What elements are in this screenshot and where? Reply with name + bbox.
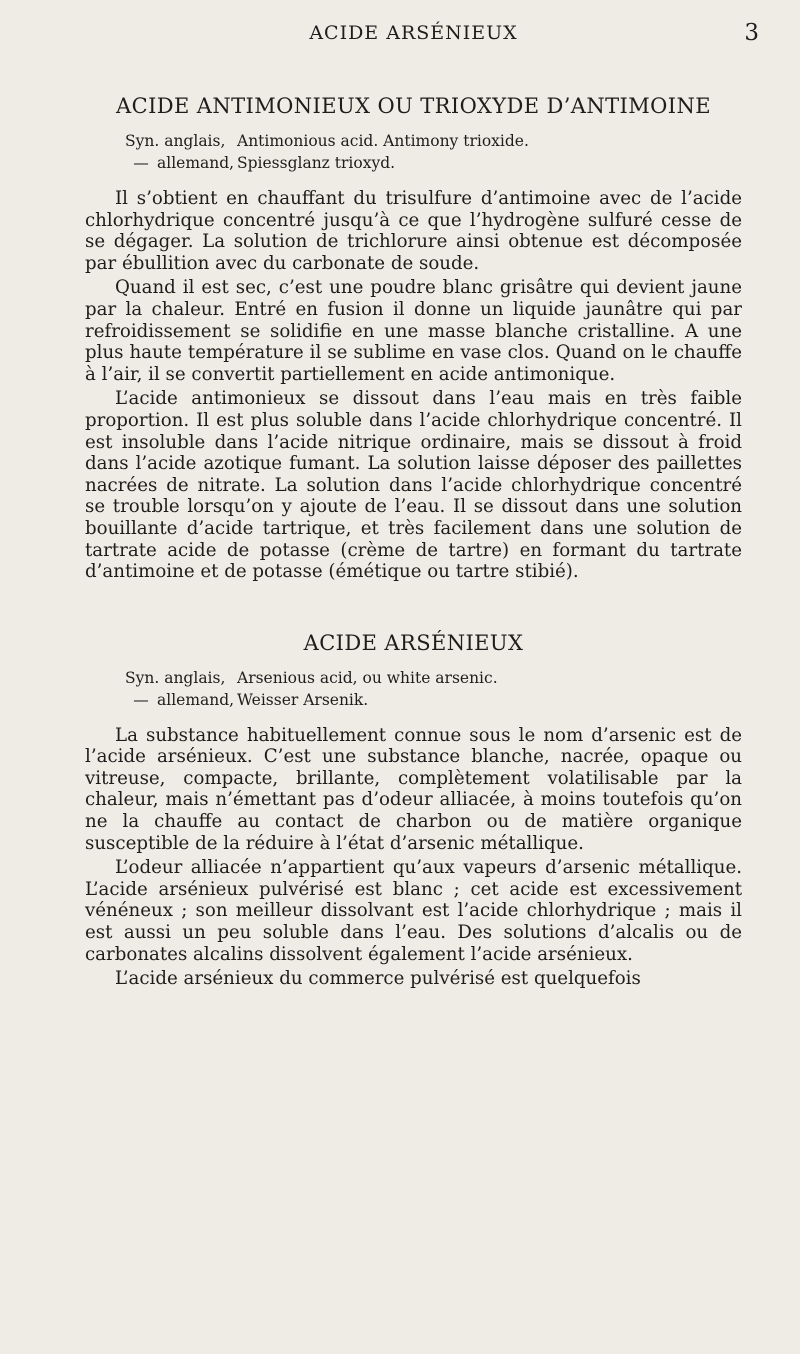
page-number: 3 <box>744 20 760 46</box>
synonym-line-english <box>125 667 742 689</box>
paragraph: L’odeur alliacée n’appartient qu’aux vapeurs d’arsenic métallique. L’acide arsénieux pulvérisé est blanc ; cet acide est excessivement vénéneux ; son meilleur dissolvant est l’acide chlorhydrique ; mais il est aussi un peu soluble dans l’eau. Des solutions d’alcalis ou de carbonates alcalins dissolvent également l’acide arsénieux. <box>85 857 742 965</box>
synonym-label: allemand, <box>157 154 235 172</box>
paragraph: Il s’obtient en chauffant du trisulfure d’antimoine avec de l’acide chlorhydrique concentré jusqu’à ce que l’hydrogène sulfuré cesse de se dégager. La solution de trichlorure ainsi obtenue est décomposée par ébullition avec du carbonate de soude. <box>85 188 742 274</box>
synonym-dash: — <box>133 154 149 172</box>
section-body-antimonieux <box>85 188 742 583</box>
synonym-label: Syn. anglais, <box>125 668 226 687</box>
section-body-arsenieux <box>85 725 742 990</box>
synonym-value: Antimonious acid. Antimony trioxide. <box>237 132 529 150</box>
section-title-antimonieux: ACIDE ANTIMONIEUX OU TRIOXYDE D’ANTIMOINE <box>116 94 711 118</box>
paragraph: L’acide antimonieux se dissout dans l’eau mais en très faible proportion. Il est plus soluble dans l’acide chlorhydrique concentré. Il est insoluble dans l’acide nitrique ordinaire, mais se dissout à froid dans l’acide azotique fumant. La solution laisse déposer des paillettes nacrées de nitrate. La solution dans l’acide chlorhydrique concentré se trouble lorsqu’on y ajoute de l’eau. Il se dissout dans une solution bouillante d’acide tartrique, et très facilement dans une solution de tartrate acide de potasse (crème de tartre) en formant du tartrate d’antimoine et de potasse (émétique ou tartre stibié). <box>85 388 742 583</box>
paragraph: Quand il est sec, c’est une poudre blanc grisâtre qui devient jaune par la chaleur. Entré en fusion il donne un liquide jaunâtre qui par refroidissement se solidifie en une masse blanche cristalline. A une plus haute température il se sublime en vase clos. Quand on le chauffe à l’air, il se convertit partiellement en acide antimonique. <box>85 277 742 385</box>
paragraph: La substance habituellement connue sous le nom d’arsenic est de l’acide arsénieux. C’est une substance blanche, nacrée, opaque ou vitreuse, compacte, brillante, complètement volatilisable par la chaleur, mais n’émettant pas d’odeur alliacée, à moins toutefois qu’on ne la chauffe au contact de charbon ou de matière organique susceptible de la réduire à l’état d’arsenic métallique. <box>85 724 742 854</box>
section-title-arsenieux: ACIDE ARSÉNIEUX <box>303 630 524 655</box>
paragraph: L’acide arsénieux du commerce pulvérisé est quelquefois <box>115 968 641 990</box>
running-title: ACIDE ARSÉNIEUX <box>309 22 518 44</box>
synonym-value: Arsenious acid, ou white arsenic. <box>237 668 498 687</box>
synonym-line-english <box>125 130 742 152</box>
synonym-value: Spiessglanz trioxyd. <box>237 154 396 172</box>
synonym-dash: — <box>133 690 149 709</box>
synonym-label: Syn. anglais, <box>125 132 226 150</box>
synonym-line-german <box>125 152 742 174</box>
synonym-label: allemand, <box>157 690 235 709</box>
running-head <box>85 0 760 66</box>
synonym-line-german <box>125 689 742 711</box>
synonym-value: Weisser Arsenik. <box>237 690 369 709</box>
